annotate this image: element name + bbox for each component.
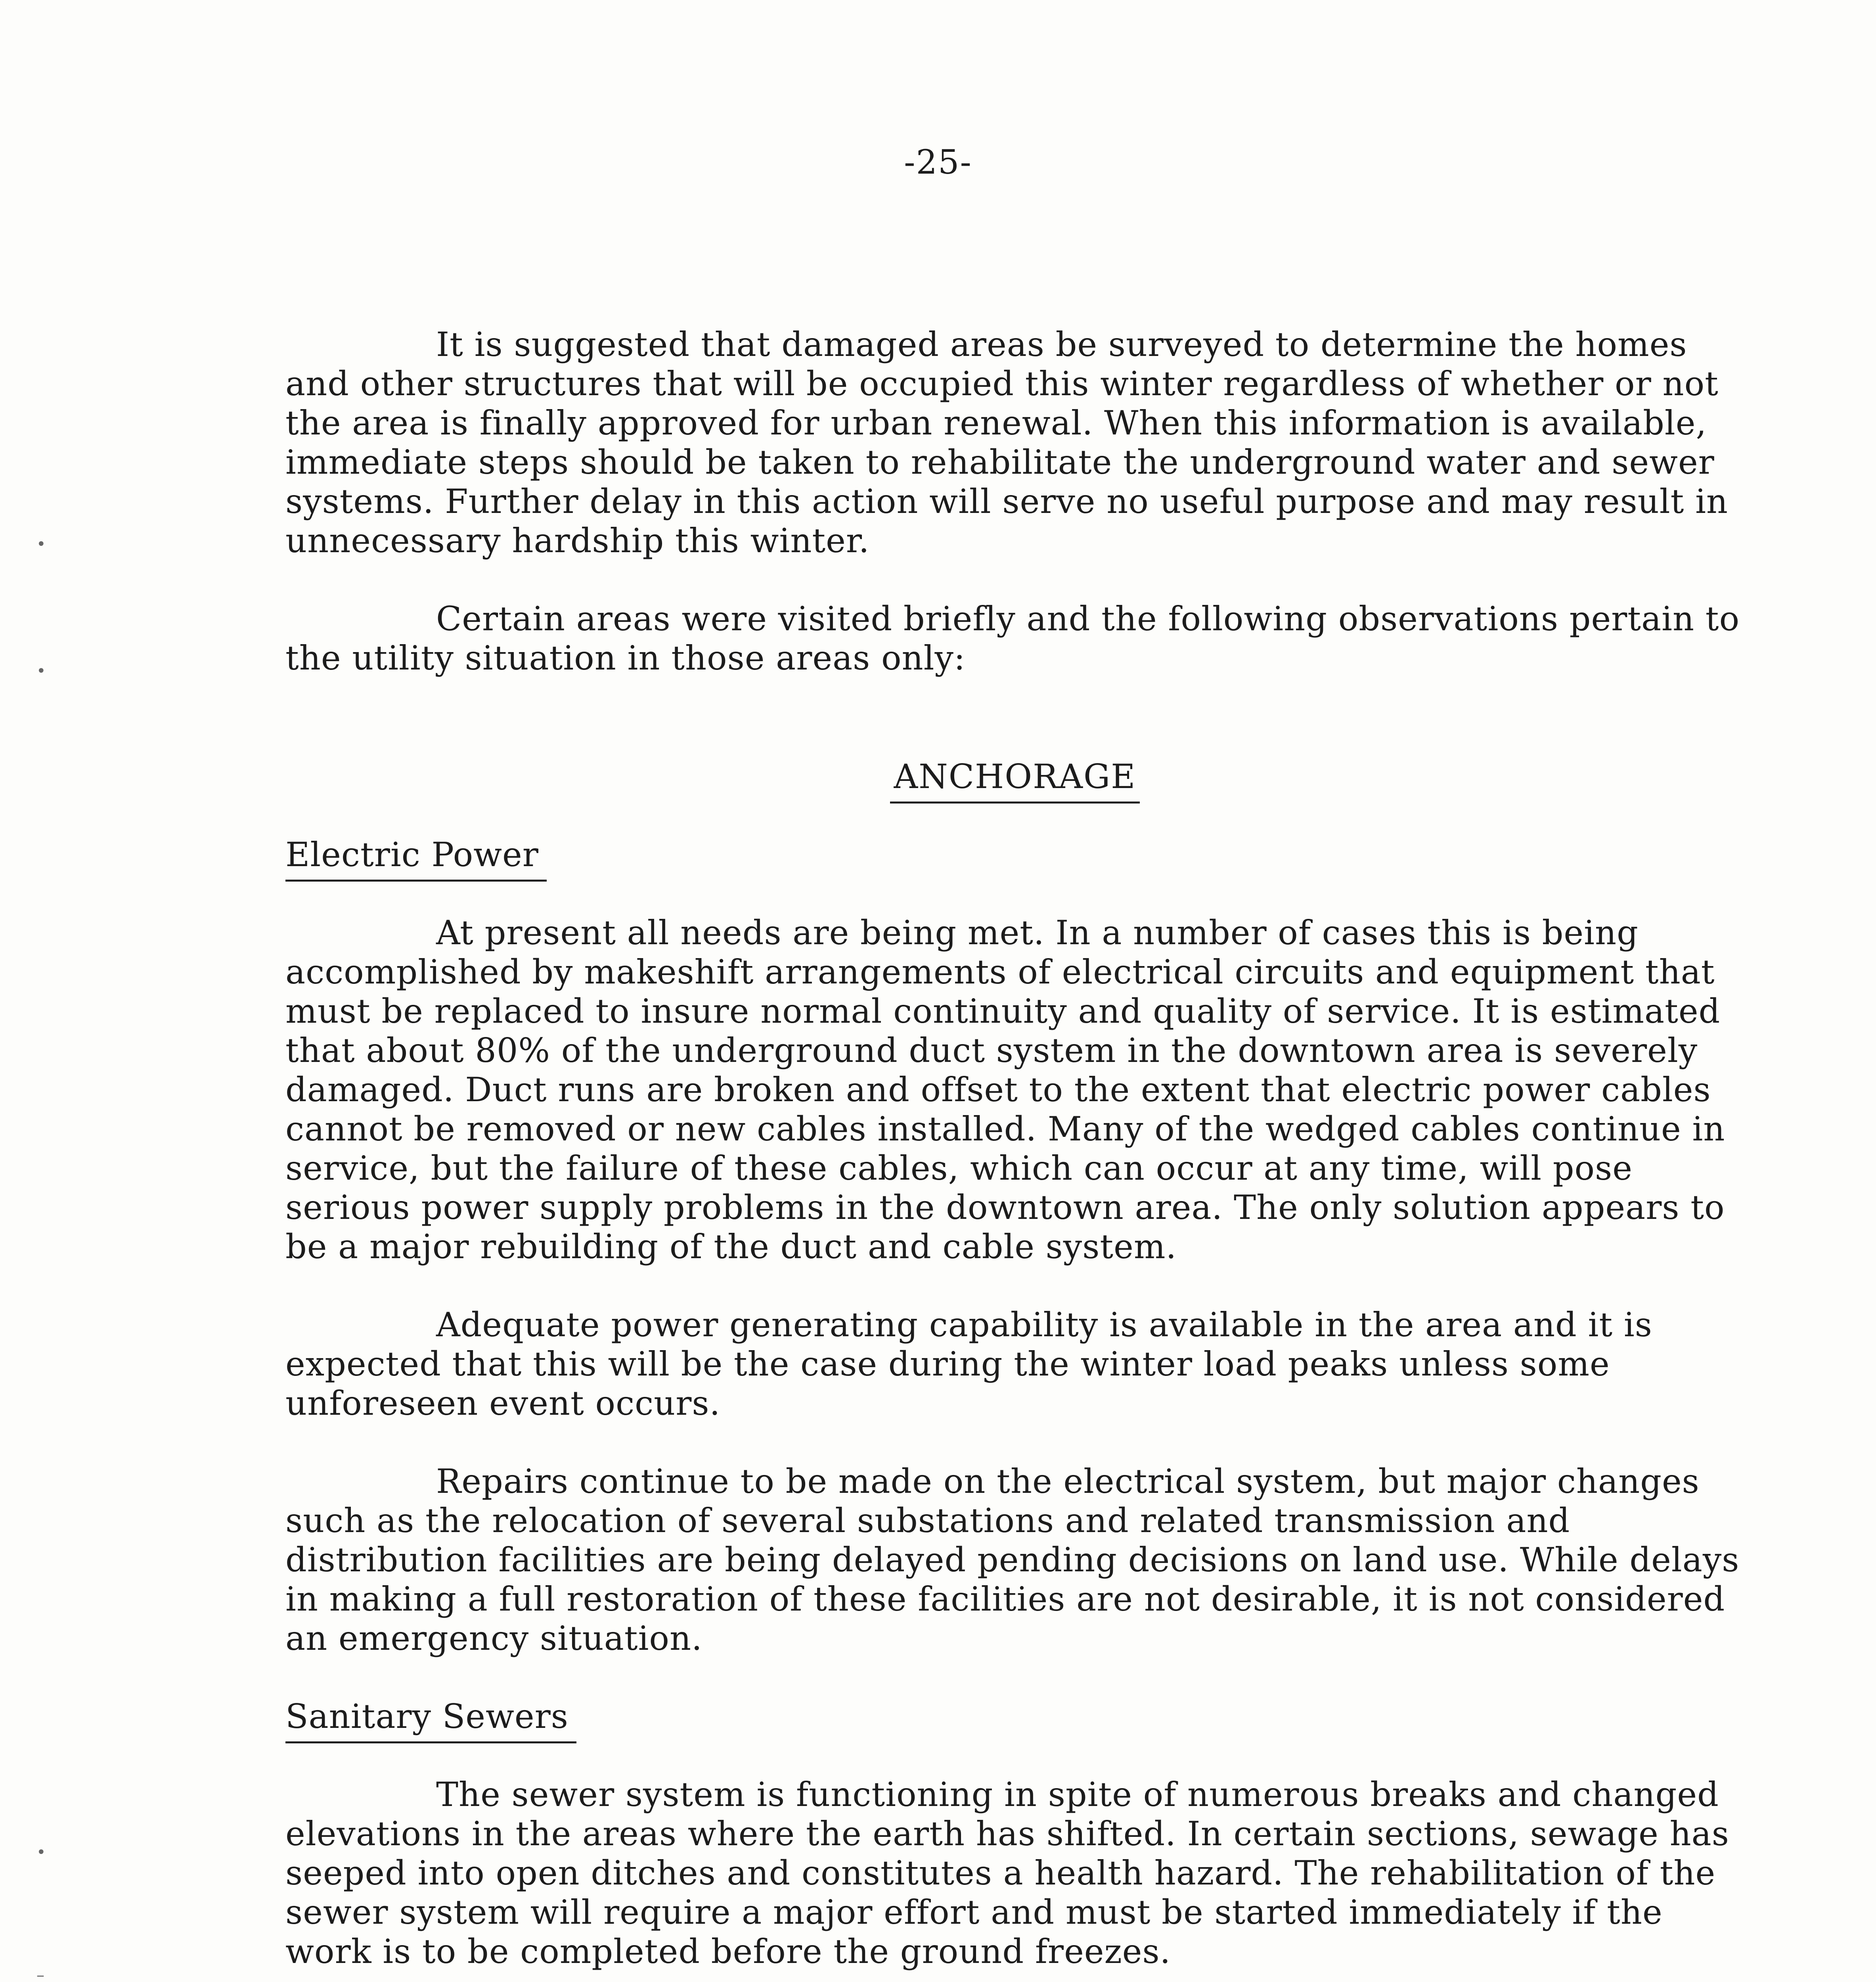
- margin-speck: –: [36, 1966, 44, 1982]
- intro-paragraph-2: Certain areas were visited briefly and the following observations pertain to the utility situation in those areas only:: [285, 599, 1740, 677]
- sanitary-sewers-heading: [285, 1697, 1744, 1736]
- electric-power-heading-text: Electric Power: [285, 835, 547, 882]
- margin-speck: •: [36, 535, 46, 553]
- section-heading: [285, 757, 1744, 796]
- margin-speck: •: [36, 662, 46, 680]
- sanitary-sewers-heading-text: Sanitary Sewers: [285, 1697, 576, 1743]
- page-number: -25-: [904, 143, 972, 182]
- electric-power-paragraph-2: Adequate power generating capability is available in the area and it is expected that this will be the case during the winter load peaks unless some unforeseen event occurs.: [285, 1305, 1652, 1423]
- electric-power-paragraph-3: Repairs continue to be made on the electrical system, but major changes such as the relocation of several substations and related transmission and distribution facilities are being delayed pending decisions on land use. While delays in making a full restoration of these facilities are not desirable, it is not considered an emergency situation.: [285, 1462, 1740, 1658]
- electric-power-heading: [285, 835, 1744, 874]
- electric-power-paragraph-1: At present all needs are being met. In a number of cases this is being accomplished by makeshift arrangements of electrical circuits and equipment that must be replaced to insure normal continuity and quality of service. It is estimated that about 80% of the underground duct system in the downtown area is severely damaged. Duct runs are broken and offset to the extent that electric power cables cannot be removed or new cables installed. Many of the wedged cables continue in service, but the failure of these cables, which can occur at any time, will pose serious power supply problems in the downtown area. The only solution appears to be a major rebuilding of the duct and cable system.: [285, 913, 1725, 1266]
- sanitary-sewers-paragraph-1: The sewer system is functioning in spite of numerous breaks and changed elevations in the areas where the earth has shifted. In certain sections, sewage has seeped into open ditches and constitutes a health hazard. The rehabilitation of the sewer system will require a major effort and must be started immediately if the work is to be completed before the ground freezes.: [285, 1775, 1729, 1971]
- intro-paragraph-1: It is suggested that damaged areas be surveyed to determine the homes and other structures that will be occupied this winter regardless of whether or not the area is finally approved for urban renewal. When this information is available, immediate steps should be taken to rehabilitate the underground water and sewer systems. Further delay in this action will serve no useful purpose and may result in unnecessary hardship this winter.: [285, 325, 1729, 560]
- section-heading-text: ANCHORAGE: [890, 757, 1140, 804]
- margin-speck: •: [36, 1843, 46, 1861]
- document-body: [285, 325, 1744, 1971]
